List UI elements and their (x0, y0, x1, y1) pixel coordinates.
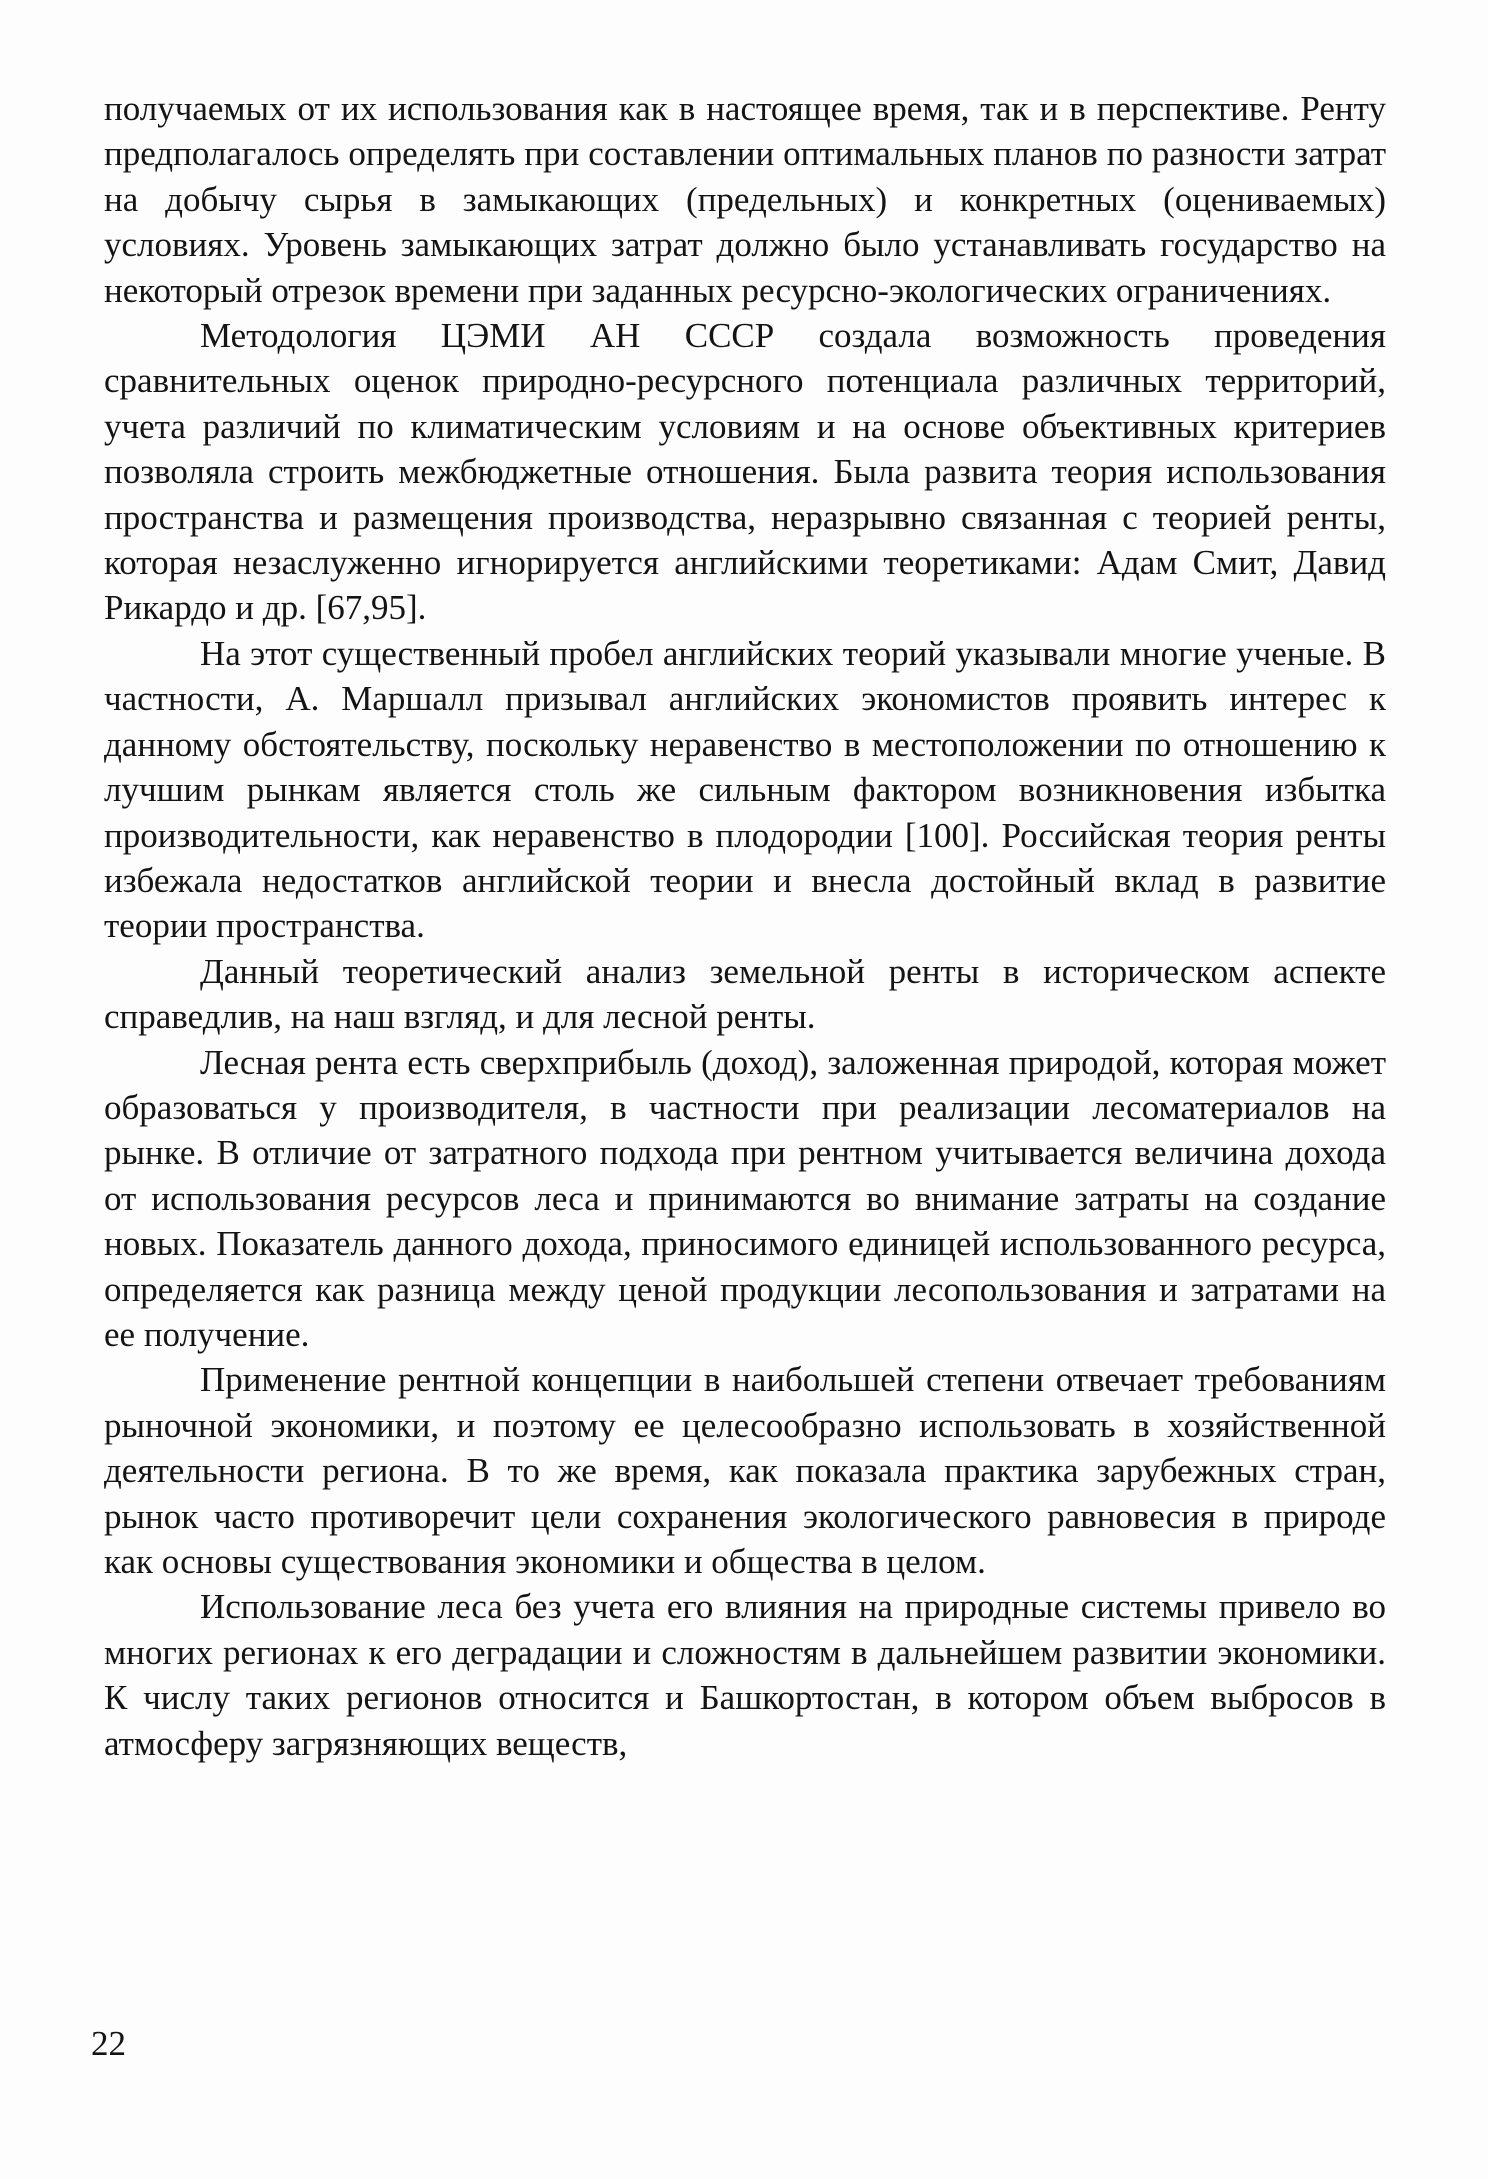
paragraph-5: Лесная рента есть сверхприбыль (доход), заложенная природой, которая может образоваться у производителя, в частности при реализации лесоматериалов на рынке. В отличие от затратного подхода при рентном учитывается величина дохода от использования ресурсов леса и принимаются во внимание затраты на создание новых. Показатель данного дохода, приносимого единицей использованного ресурса, определяется как разница между ценой продукции лесопользования и затратами на ее получение. (104, 1042, 1386, 1354)
paragraph-4: Данный теоретический анализ земельной ренты в историческом аспекте справедлив, на наш взгляд, и для лесной ренты. (104, 951, 1386, 1037)
page-number: 22 (91, 2024, 126, 2063)
body-text (104, 86, 1386, 1766)
paragraph-6: Применение рентной концепции в наибольшей степени отвечает требованиям рыночной экономики, и поэтому ее целесообразно использовать в хозяйственной деятельности региона. В то же время, как показала практика зарубежных стран, рынок часто противоречит цели сохранения экологического равновесия в природе как основы существования экономики и общества в целом. (104, 1360, 1386, 1581)
paragraph-1: получаемых от их использования как в настоящее время, так и в перспективе. Ренту предполагалось определять при составлении оптимальных планов по разности затрат на добычу сырья в замыкающих (предельных) и конкретных (оцениваемых) условиях. Уровень замыкающих затрат должно было устанавливать государство на некоторый отрезок времени при заданных ресурсно-экологических ограничениях. (104, 89, 1386, 310)
paragraph-2: Методология ЦЭМИ АН СССР создала возможность проведения сравнительных оценок природно-ресурсного потенциала различных территорий, учета различий по климатическим условиям и на основе объективных критериев позволяла строить межбюджетные отношения. Была развита теория использования пространства и размещения производства, неразрывно связанная с теорией ренты, которая незаслуженно игнорируется английскими теоретиками: Адам Смит, Давид Рикардо и др. [67,95]. (104, 316, 1386, 628)
paragraph-3: На этот существенный пробел английских теорий указывали многие ученые. В частности, А. Маршалл призывал английских экономистов проявить интерес к данному обстоятельству, поскольку неравенство в местоположении по отношению к лучшим рынкам является столь же сильным фактором возникновения избытка производительности, как неравенство в плодородии [100]. Российская теория ренты избежала недостатков английской теории и внесла достойный вклад в развитие теории пространства. (104, 633, 1386, 946)
paragraph-7: Использование леса без учета его влияния на природные системы привело во многих регионах к его деградации и сложностям в дальнейшем развитии экономики. К числу таких регионов относится и Башкортостан, в котором объем выбросов в атмосферу загрязняющих веществ, (104, 1587, 1386, 1763)
